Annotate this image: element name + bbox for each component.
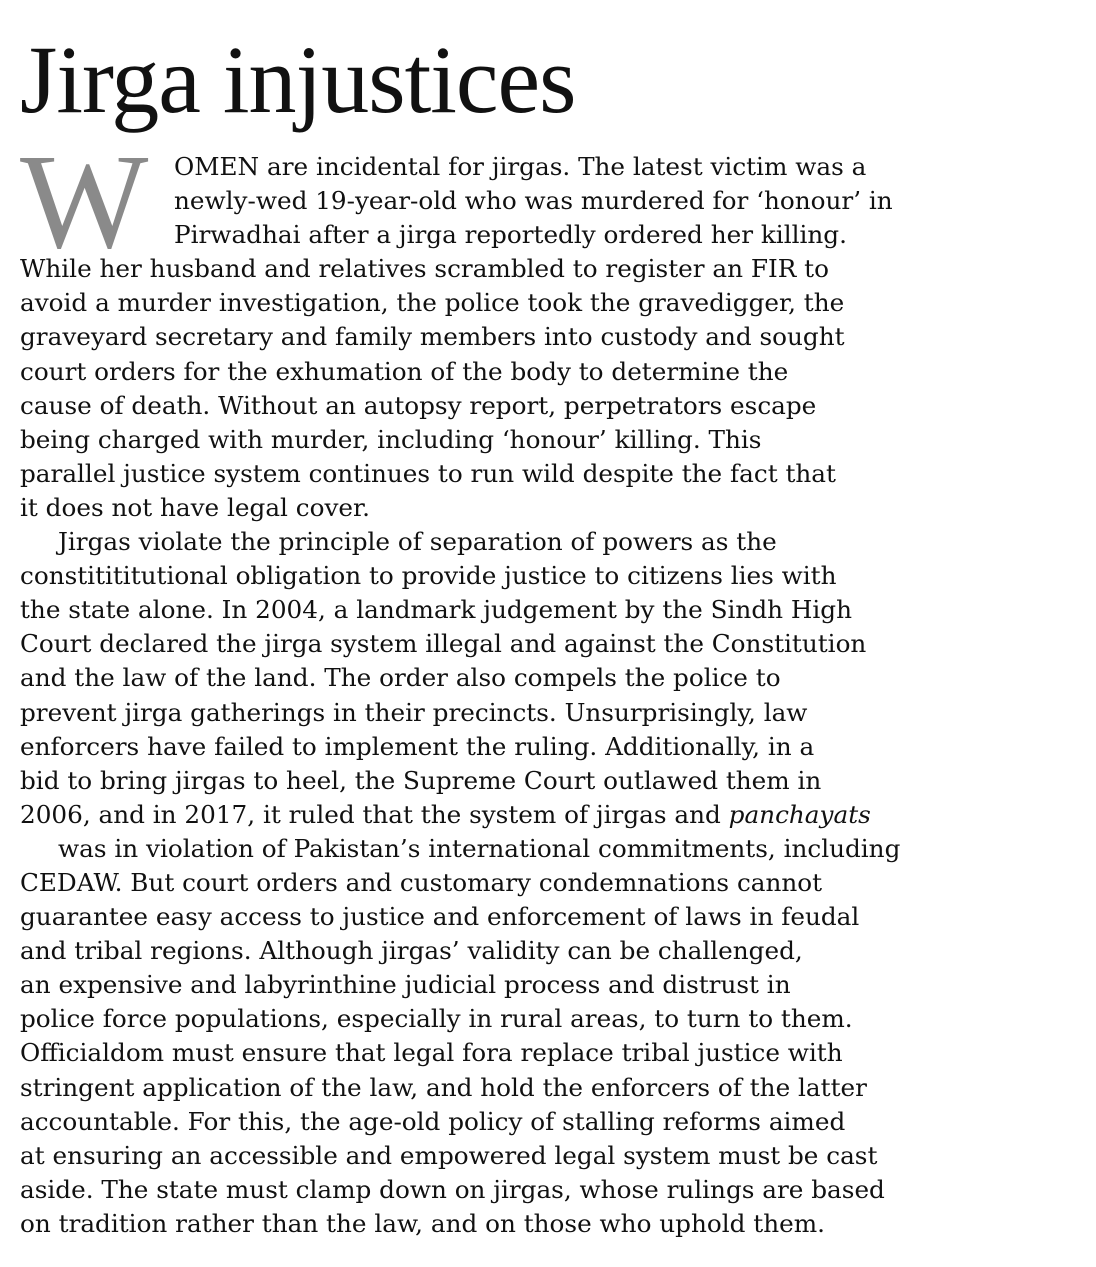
text-line-italic <box>20 798 1076 832</box>
text-line: enforcers have failed to implement the ruling. Additionally, in a <box>20 731 815 761</box>
text-line: aside. The state must clamp down on jirgas, whose rulings are based <box>20 1174 885 1204</box>
text-line: avoid a murder investigation, the police took the gravedigger, the <box>20 288 845 318</box>
text-line: being charged with murder, including ‘honour’ killing. This <box>20 424 762 454</box>
text-line: guarantee easy access to justice and enforcement of laws in feudal <box>20 902 860 932</box>
text-line: it does not have legal cover. <box>20 492 370 522</box>
italic-word: panchayats <box>728 799 871 829</box>
text-line: bid to bring jirgas to heel, the Supreme Court outlawed them in <box>20 765 822 795</box>
text-line: Pirwadhai after a jirga reportedly ordered her killing. <box>174 220 847 250</box>
text-line: Officialdom must ensure that legal fora replace tribal justice with <box>20 1038 843 1068</box>
text-line: stringent application of the law, and hold the enforcers of the latter <box>20 1072 867 1102</box>
text-line: was in violation of Pakistan’s international commitments, including <box>58 833 901 863</box>
text-line: and the law of the land. The order also compels the police to <box>20 663 781 693</box>
text-line: and tribal regions. Although jirgas’ validity can be challenged, <box>20 936 803 966</box>
editorial-article <box>20 26 1076 1241</box>
text-line: Jirgas violate the principle of separation of powers as the <box>58 527 777 557</box>
paragraph-2 <box>20 525 1076 1241</box>
paragraph-1-body <box>20 252 1076 525</box>
text-line: the state alone. In 2004, a landmark judgement by the Sindh High <box>20 595 853 625</box>
text-line: While her husband and relatives scrambled to register an FIR to <box>20 254 829 284</box>
headline: Jirga injustices <box>20 26 576 133</box>
italic-line-prefix: 2006, and in 2017, it ruled that the system of jirgas and <box>20 799 729 829</box>
text-line: prevent jirga gatherings in their precincts. Unsurprisingly, law <box>20 697 808 727</box>
text-line: CEDAW. But court orders and customary condemnations cannot <box>20 867 823 897</box>
text-line: court orders for the exhumation of the body to determine the <box>20 356 789 386</box>
text-line: parallel justice system continues to run wild despite the fact that <box>20 458 836 488</box>
text-line: cause of death. Without an autopsy report, perpetrators escape <box>20 390 817 420</box>
text-line: at ensuring an accessible and empowered legal system must be cast <box>20 1140 878 1170</box>
text-line: on tradition rather than the law, and on those who uphold them. <box>20 1208 825 1238</box>
paragraph-2-body-b <box>20 832 1076 1241</box>
text-line: accountable. For this, the age-old policy of stalling reforms aimed <box>20 1106 846 1136</box>
text-line: OMEN are incidental for jirgas. The latest victim was a <box>174 152 867 181</box>
text-line: newly-wed 19-year-old who was murdered for ‘honour’ in <box>174 186 893 216</box>
paragraph-2-body-a <box>20 525 1076 798</box>
text-line: Court declared the jirga system illegal and against the Constitution <box>20 629 867 659</box>
paragraph-1 <box>20 127 1076 525</box>
text-line: constitititutional obligation to provide justice to citizens lies with <box>20 561 837 591</box>
text-line: police force populations, especially in rural areas, to turn to them. <box>20 1004 853 1034</box>
dropcap-letter: W <box>20 127 149 277</box>
text-line: an expensive and labyrinthine judicial process and distrust in <box>20 970 791 1000</box>
text-line: graveyard secretary and family members into custody and sought <box>20 322 845 352</box>
